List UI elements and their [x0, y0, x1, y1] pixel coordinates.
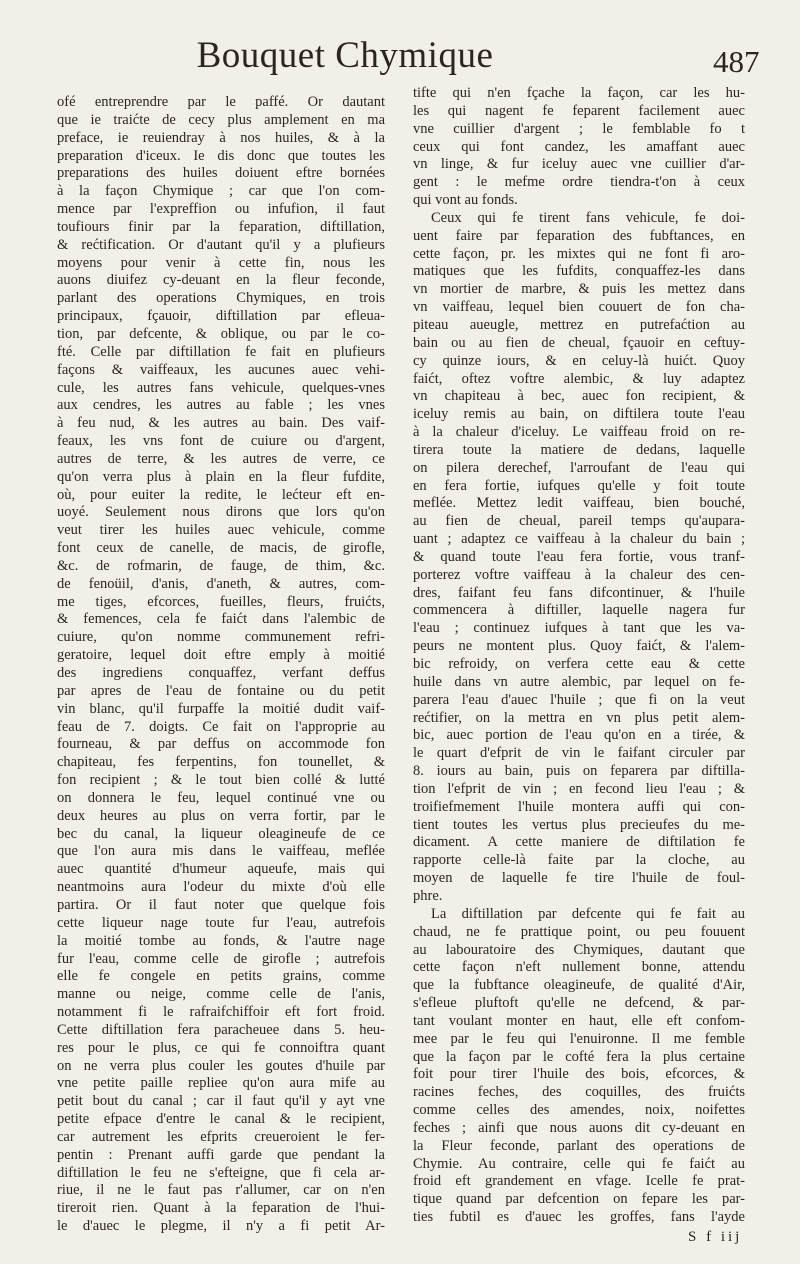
text-line: 8. iours au bain, puis on feparera par diftilla-: [413, 763, 745, 780]
text-line: notamment fi le rafraifchiffoir eft fort froid.: [57, 1004, 385, 1021]
text-line: qui vont au fonds.: [413, 192, 518, 209]
signature-mark: S f iij: [688, 1229, 743, 1245]
text-line: cette liqueur nage toute fur l'eau, autrefois: [57, 914, 385, 931]
text-line: auec quantité d'humeur aqueufe, mais qui: [57, 861, 385, 878]
text-line: dicament. A cette maniere de diftilation fe: [413, 834, 745, 851]
text-line: &c. de rofmarin, de fauge, de thim, &c.: [57, 557, 385, 574]
text-line: manne ou neige, comme celle de l'anis,: [57, 986, 385, 1003]
paragraph: [57, 94, 385, 1236]
text-line: auons diuifez cy-deuant en la fleur feconde,: [57, 272, 385, 289]
text-line: ties fubtil es d'auec les groffes, fans l'ayde: [413, 1209, 745, 1226]
text-line: froid eft grandement en vfage. Icelle fe prat-: [413, 1173, 745, 1190]
text-line: que l'on aura mis dans le vaiffeau, meflée: [57, 843, 385, 860]
text-line: phre.: [413, 887, 443, 904]
text-line: La diftillation par defcente qui fe fait au: [431, 905, 745, 922]
text-line: les qui nagent fe feparent facilement auec: [413, 102, 745, 119]
text-line: peurs ne montent plus. Quoy faićt, & l'alem-: [413, 638, 745, 655]
text-line: s'efleue pluftoft qu'elle ne defcend, & par-: [413, 995, 745, 1012]
paragraph: [413, 906, 745, 1227]
text-line: fourneau, & par deffus on accommode fon: [57, 736, 385, 753]
text-line: foit pour tirer l'huile des bois, efcorces, &: [413, 1066, 745, 1083]
text-line: qu'on verra plus à plain en la fleur fufdite,: [57, 468, 385, 485]
text-line: me tiges, efcorces, fueilles, fleurs, fruićts,: [57, 593, 385, 610]
text-line: ceux qui font candez, les amaffant auec: [413, 138, 745, 155]
text-line: vin blanc, qu'il furpaffe la moitié dudit vaif-: [57, 700, 385, 717]
text-line: feau de 7. doigts. Ce fait on l'approprie au: [57, 718, 385, 735]
text-line: car autrement les efprits creueroient le fer-: [57, 1128, 385, 1145]
text-line: commencera à diftiller, laquelle nagera fur: [413, 602, 745, 619]
left-column: [57, 94, 385, 1236]
text-line: tion, par defcente, & oblique, ou par le co-: [57, 325, 385, 342]
text-line: preparations des huiles doiuent eftre bornées: [57, 165, 385, 182]
text-line: bec du canal, la liqueur oleagineufe de ce: [57, 825, 385, 842]
text-line: mee par le feu qui l'enuironne. Il me femble: [413, 1030, 745, 1047]
text-line: bic refroidy, on verfera cette eau & cette: [413, 656, 745, 672]
text-line: principaux, fçauoir, diftillation par efleua-: [57, 308, 385, 325]
text-line: deux heures au plus on verra fortir, par le: [57, 807, 385, 824]
text-line: Chymie. Au contraire, celle qui fe faićt au: [413, 1155, 745, 1172]
text-line: que la façon par le cofté fera la plus certaine: [413, 1048, 745, 1065]
text-line: elle fe congele en petits grains, comme: [57, 968, 385, 985]
text-line: que ie traićte de cecy plus amplement en ma: [57, 111, 385, 128]
text-line: vn chapiteau à bec, auec fon recipient, &: [413, 388, 745, 405]
text-line: moyen de laquelle fe tire l'huile de foul-: [413, 870, 745, 887]
text-line: feches ; ainfi que nous auons dit cy-deuant en: [413, 1119, 745, 1136]
text-line: tient toutes les vertus plus precieufes du me-: [413, 816, 745, 833]
right-column: [413, 85, 745, 1227]
text-line: cy quinze iours, & en celuy-là huićt. Quoy: [413, 352, 745, 369]
text-line: porterez voftre vaiffeau à la chaleur des cen-: [413, 566, 745, 583]
text-line: diftillation le feu ne s'efteigne, que fi cela ar-: [57, 1164, 385, 1181]
text-line: à la chaleur d'iceluy. Le vaiffeau froid on re-: [413, 424, 745, 441]
text-line: on pilera derechef, l'arroufant de l'eau qui: [413, 459, 745, 476]
paragraph: [413, 210, 745, 906]
text-line: tant voulant monter en haut, elle eft confom-: [413, 1012, 745, 1029]
text-line: bic, auec portion de l'eau qu'on en a tirée, &: [413, 727, 745, 744]
text-line: le d'auec le plegme, il n'y a fi petit Ar-: [57, 1218, 385, 1235]
text-line: petit bout du canal ; car il faut qu'il y ayt vne: [57, 1093, 385, 1110]
paragraph: [413, 85, 745, 210]
text-line: tireroit rien. Quant à la feparation de l'hui-: [57, 1200, 385, 1217]
text-line: façons & vaiffeaux, les aucunes auec vehi-: [57, 361, 385, 378]
text-line: tifte qui n'en fçache la façon, car les hu-: [413, 85, 745, 101]
text-line: au fien de cheual, pareil temps qu'aupara-: [413, 513, 745, 530]
text-line: Ceux qui fe tirent fans vehicule, fe doi-: [431, 209, 745, 226]
text-line: uent faire par feparation des fubftances, en: [413, 227, 745, 244]
text-line: tique quand par defcention on fepare les par-: [413, 1191, 745, 1208]
text-line: uoyé. Seulement nous dirons que lors qu'on: [57, 504, 385, 521]
text-line: comme celles des amendes, noix, noifettes: [413, 1102, 745, 1119]
text-line: à la façon Chymique ; car que l'on com-: [57, 183, 385, 200]
text-line: ofé entreprendre par le paffé. Or dautant: [57, 94, 385, 110]
text-line: vn mortier de marbre, & puis les mettez dans: [413, 281, 745, 298]
text-line: meflée. Mettez ledit vaiffeau, bien bouché,: [413, 495, 745, 512]
text-line: chapiteau, fes ferpentins, fon tounellet, &: [57, 754, 385, 771]
text-line: riue, il ne le faut pas r'allumer, car on n'en: [57, 1182, 385, 1199]
text-line: où, pour euiter la redite, le lećteur eft en-: [57, 486, 385, 503]
text-line: geratoire, lequel doit eftre emply à moitié: [57, 647, 385, 664]
text-line: & rećtification. Or d'autant qu'il y a plufieurs: [57, 236, 385, 253]
text-line: res pour le plus, ce qui fe connoiftra quant: [57, 1039, 385, 1056]
text-line: preface, ie reuiendray à nos huiles, & à la: [57, 129, 385, 146]
text-line: parera l'eau d'auec l'huile ; que fi on la veut: [413, 691, 745, 708]
text-line: fur l'eau, comme celle de girofle ; autrefois: [57, 950, 385, 967]
text-line: partira. Or il faut noter que quelque fois: [57, 896, 385, 913]
text-line: & femences, cela fe faićt dans l'alembic de: [57, 611, 385, 628]
text-line: tion l'efprit de vin ; en fecond lieu l'eau ; &: [413, 780, 745, 797]
text-line: la moitié tombe au fonds, & l'autre nage: [57, 932, 385, 949]
text-line: cette façon n'eft nullement bonne, attendu: [413, 959, 745, 976]
text-line: neantmoins aura l'odeur du mixte d'où elle: [57, 879, 385, 896]
text-line: l'eau ; continuez iufques à tant que les va-: [413, 620, 745, 637]
text-line: faićt, oftez voftre alembic, & luy adaptez: [413, 370, 745, 387]
text-line: pentin : Prenant auffi garde que pendant la: [57, 1146, 385, 1163]
text-line: fté. Celle par diftillation fe fait en plufieurs: [57, 343, 385, 360]
text-line: feaux, les vns font de cuiure ou d'argent,: [57, 433, 385, 450]
text-line: uant ; adaptez ce vaiffeau à la chaleur du bain ;: [413, 531, 745, 548]
text-line: & quand toute l'eau fera fortie, vous tranf-: [413, 548, 745, 565]
text-line: cette façon, pr. les mixtes qui ne font fi aro-: [413, 245, 745, 262]
text-line: vne petite paille repliee qu'on aura mife au: [57, 1075, 385, 1092]
text-line: en fera fortie, iufques qu'elle y foit toute: [413, 477, 745, 494]
text-line: piteau aueugle, mettrez en putrefaćtion au: [413, 316, 745, 333]
text-line: à feu nud, & les autres au bain. Des vaif-: [57, 415, 385, 432]
text-line: preparation d'iceux. Ie dis donc que toutes les: [57, 147, 385, 164]
text-line: vn linge, & fur iceluy auec vne cuillier d'ar-: [413, 156, 745, 173]
text-line: chaud, ne fe prattique point, ou peu fouuent: [413, 923, 745, 940]
text-line: autres de terre, & les autres de verre, ce: [57, 450, 385, 467]
text-line: troifiefmement l'huile montera auffi qui con-: [413, 798, 745, 815]
text-line: on ne verra plus couler les goutes d'huile par: [57, 1057, 385, 1074]
text-line: moyens pour venir à cette fin, nous les: [57, 254, 385, 271]
text-line: cuiure, qu'on nomme communement refri-: [57, 629, 385, 646]
text-line: iceluy remis au bain, on diftilera toute l'eau: [413, 406, 745, 423]
text-line: vne cuillier d'argent ; le femblable fo t: [413, 120, 745, 137]
text-line: fon recipient ; & le tout bien collé & lutté: [57, 772, 385, 789]
text-line: tirera toute la matiere de dedans, laquelle: [413, 441, 745, 458]
text-line: par apres de l'eau de fontaine ou du petit: [57, 682, 385, 699]
text-line: rećtifier, on la mettra en vn plus petit alem-: [413, 709, 745, 726]
running-title: Bouquet Chymique: [196, 35, 494, 76]
text-line: au labouratoire des Chymiques, dautant que: [413, 941, 745, 958]
text-line: veut tirer les huiles auec vehicule, comme: [57, 522, 385, 539]
text-line: le quart d'efprit de vin le faifant circuler par: [413, 745, 745, 762]
text-line: huile dans vn autre alembic, par lequel on fe-: [413, 673, 745, 690]
text-line: vn vaiffeau, lequel bien couuert de fon cha-: [413, 299, 745, 316]
text-line: matiques que les fufdits, conquaffez-les dans: [413, 263, 745, 280]
text-line: toufiours finir par la feparation, diftillation,: [57, 218, 385, 235]
text-line: la Fleur feconde, parlant des operations de: [413, 1137, 745, 1154]
text-line: racines feches, des coquilles, des fruićts: [413, 1084, 745, 1101]
text-line: font ceux de canelle, de macis, de girofle,: [57, 540, 385, 557]
text-line: petite efpace d'entre le canal & le recipient,: [57, 1111, 385, 1128]
text-line: Cette diftillation fera paracheuee dans 5. heu-: [57, 1021, 385, 1038]
text-line: aux cendres, les autres au fable ; les vnes: [57, 397, 385, 414]
text-line: cule, les autres fans vehicule, quelques-vnes: [57, 379, 385, 396]
text-line: on donnera le feu, lequel continué vne ou: [57, 789, 385, 806]
text-line: bain ou au fien de cheual, fçauoir en ceftuy-: [413, 334, 745, 351]
text-line: que la fubftance oleagineufe, de qualité d'Air,: [413, 977, 745, 994]
text-line: mence par l'expreffion ou infufion, il faut: [57, 201, 385, 218]
page-number: 487: [713, 44, 760, 79]
text-line: parlant des operations Chymiques, en trois: [57, 290, 385, 307]
text-line: dres, faifant feu fans difcontinuer, & l'huile: [413, 584, 745, 601]
text-line: rapporte celle-là faite par la cloche, au: [413, 852, 745, 869]
text-line: gent : le mefme ordre tiendra-t'on à ceux: [413, 174, 745, 191]
text-line: des ingrediens conquaffez, verfant deffus: [57, 665, 385, 681]
text-line: de fenoüil, d'anis, d'aneth, & autres, com-: [57, 575, 385, 592]
